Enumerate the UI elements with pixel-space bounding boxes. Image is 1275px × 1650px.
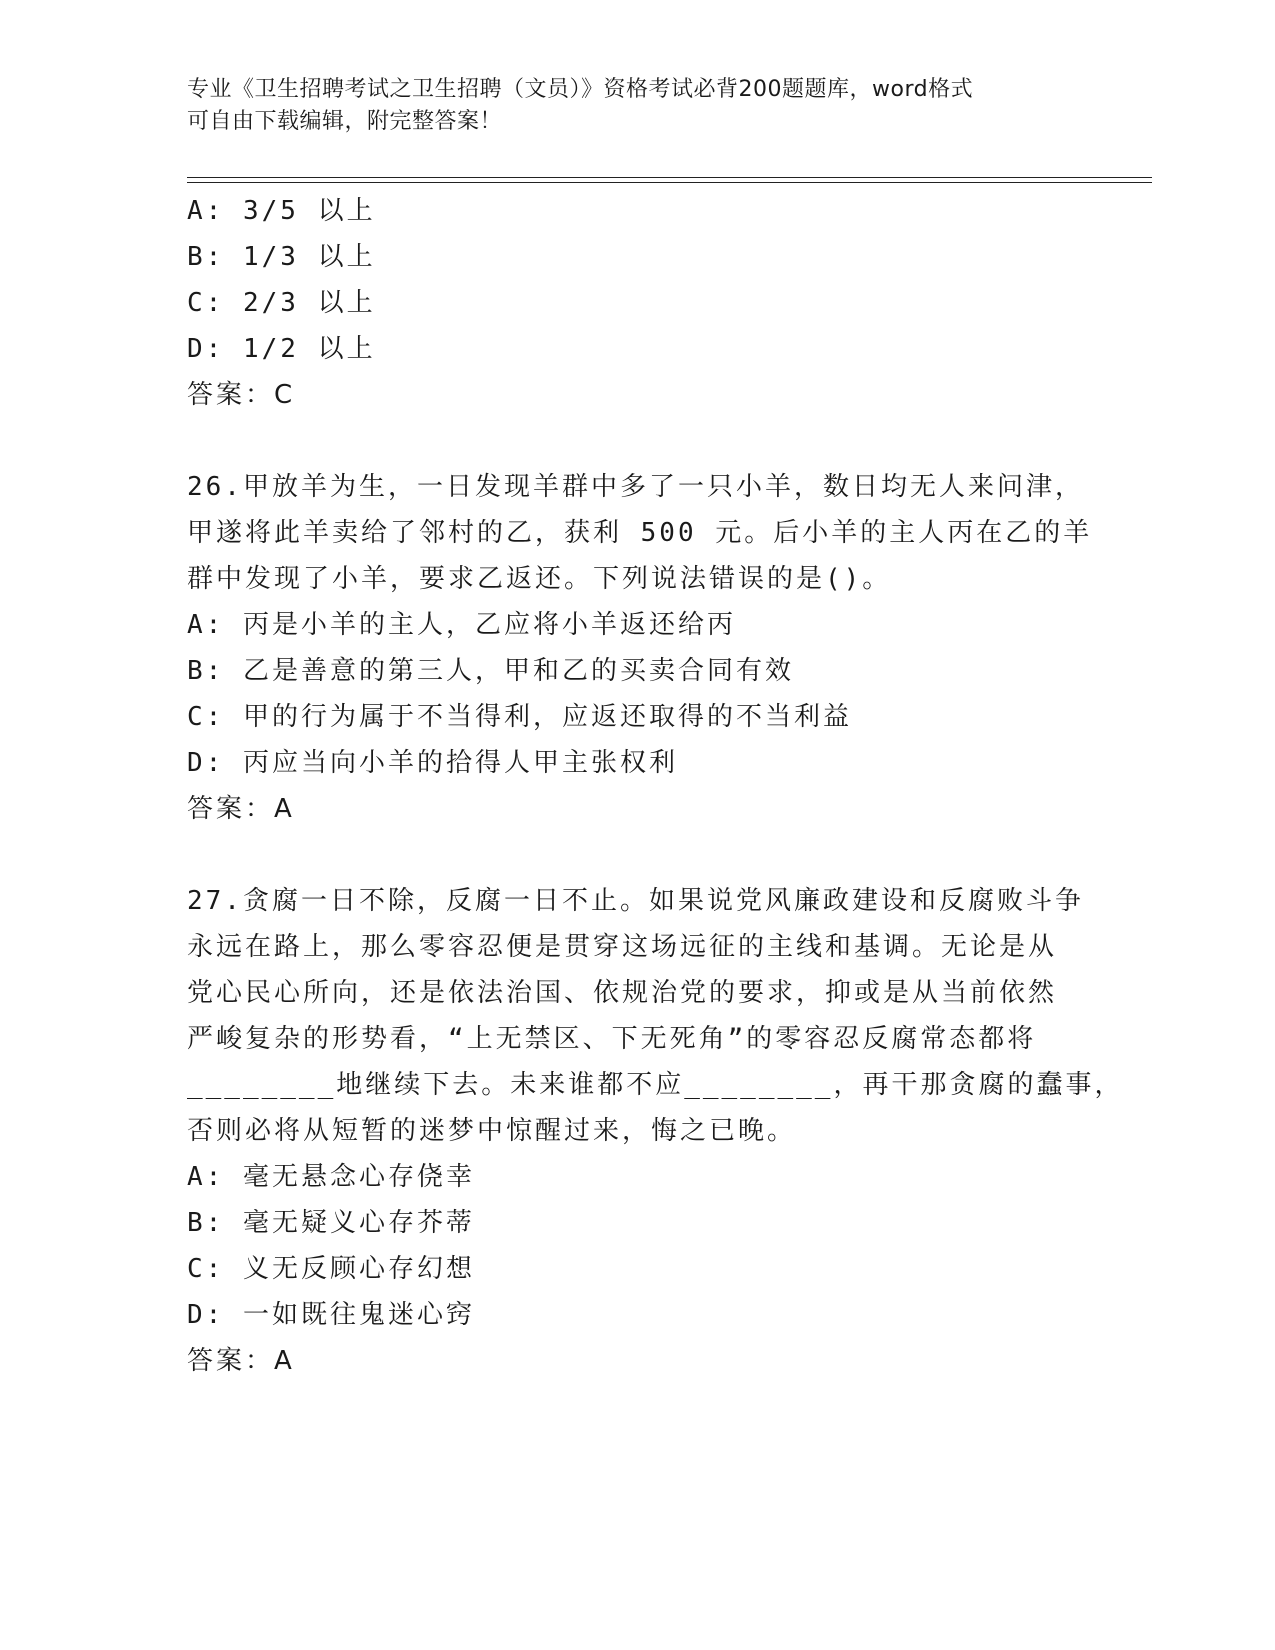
answer-line: 答案：A [187, 1346, 295, 1376]
header-line-2: 可自由下载编辑，附完整答案！ [187, 109, 503, 134]
question-list [187, 188, 1124, 1384]
option-c: C: 义无反顾心存幻想 [187, 1254, 475, 1284]
answer-line: 答案：C [187, 380, 296, 410]
question-stem-line: 党心民心所向，还是依法治国、依规治党的要求，抑或是从当前依然 [187, 978, 1058, 1008]
option-c: C: 2/3 以上 [187, 288, 376, 318]
option-c: C: 甲的行为属于不当得利，应返还取得的不当利益 [187, 702, 852, 732]
question-stem-line: 群中发现了小羊，要求乙返还。下列说法错误的是()。 [187, 564, 892, 594]
question-27 [187, 878, 1124, 1384]
spacer [187, 418, 1087, 464]
option-d: D: 1/2 以上 [187, 334, 376, 364]
option-a: A: 毫无悬念心存侥幸 [187, 1162, 475, 1192]
question-stem-line: ________地继续下去。未来谁都不应________，再干那贪腐的蠢事， [187, 1070, 1124, 1100]
question-stem-line: 永远在路上，那么零容忍便是贯穿这场远征的主线和基调。无论是从 [187, 932, 1058, 962]
question-stem-line: 27.贪腐一日不除，反腐一日不止。如果说党风廉政建设和反腐败斗争 [187, 886, 1084, 916]
question-stem-line: 严峻复杂的形势看，“上无禁区、下无死角”的零容忍反腐常态都将 [187, 1024, 1037, 1054]
question-stem-line: 否则必将从短暂的迷梦中惊醒过来，悔之已晚。 [187, 1116, 797, 1146]
option-a: A: 丙是小羊的主人，乙应将小羊返还给丙 [187, 610, 736, 640]
spacer [187, 832, 1087, 878]
question-26 [187, 464, 1093, 832]
option-b: B: 乙是善意的第三人，甲和乙的买卖合同有效 [187, 656, 794, 686]
header-divider-bottom [187, 182, 1152, 183]
question-25 [187, 188, 1087, 418]
document-header [187, 74, 1067, 138]
header-line-1: 专业《卫生招聘考试之卫生招聘（文员）》资格考试必背200题题库，word格式 [187, 77, 974, 102]
question-stem-line: 甲遂将此羊卖给了邻村的乙，获利 500 元。后小羊的主人丙在乙的羊 [187, 518, 1093, 548]
option-d: D: 一如既往鬼迷心窍 [187, 1300, 475, 1330]
answer-line: 答案：A [187, 794, 295, 824]
option-b: B: 毫无疑义心存芥蒂 [187, 1208, 475, 1238]
header-divider-top [187, 177, 1152, 178]
option-d: D: 丙应当向小羊的拾得人甲主张权利 [187, 748, 678, 778]
option-a: A: 3/5 以上 [187, 196, 376, 226]
question-stem-line: 26.甲放羊为生，一日发现羊群中多了一只小羊，数日均无人来问津， [187, 472, 1084, 502]
option-b: B: 1/3 以上 [187, 242, 376, 272]
